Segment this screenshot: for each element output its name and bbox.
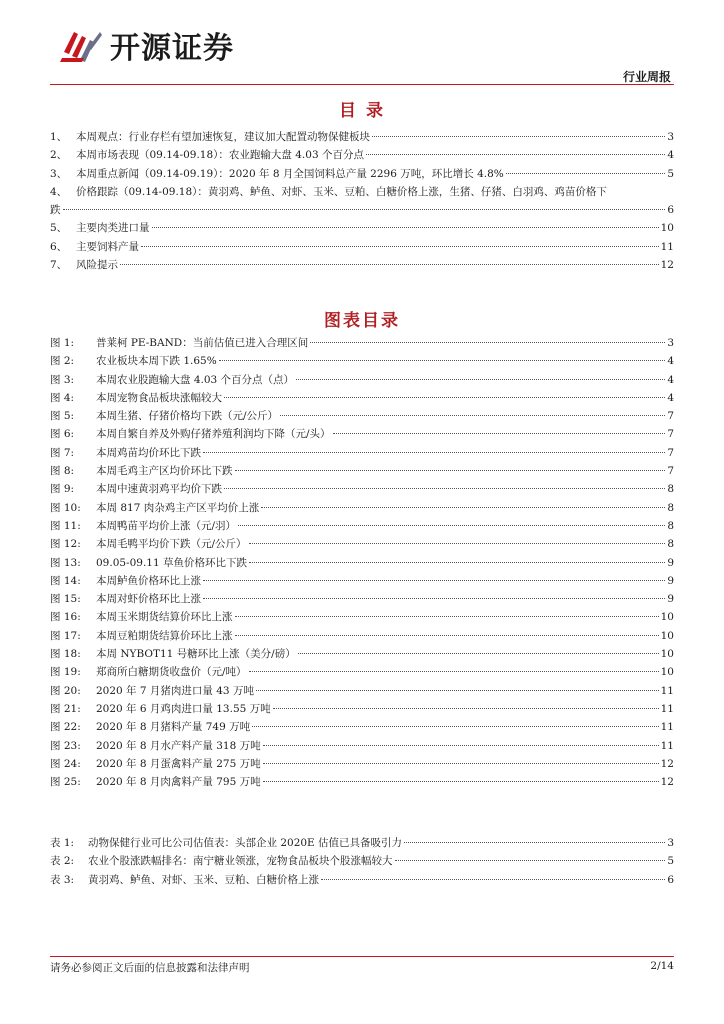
dot-leader	[263, 745, 659, 746]
figure-entry[interactable]	[50, 700, 674, 718]
figure-entry[interactable]	[50, 535, 674, 553]
page-indicator: 2/14	[650, 960, 674, 972]
table-entry[interactable]	[50, 834, 674, 852]
dot-leader	[256, 690, 659, 691]
contents-label: 本周观点：行业存栏有望加速恢复，建议加大配置动物保健板块	[76, 131, 370, 143]
dot-leader	[261, 507, 665, 508]
figure-entry[interactable]	[50, 407, 674, 425]
figure-page-number: 10	[660, 666, 674, 679]
contents-page-number: 4	[667, 149, 674, 162]
contents-entry[interactable]	[50, 238, 674, 256]
figure-label: 普莱柯 PE-BAND：当前估值已进入合理区间	[96, 337, 309, 349]
figure-number: 图 18:	[50, 648, 81, 661]
figure-entry[interactable]	[50, 755, 674, 773]
figure-entry[interactable]	[50, 627, 674, 645]
figure-number: 图 10:	[50, 501, 81, 514]
figure-page-number: 4	[667, 373, 674, 386]
contents-entry[interactable]	[50, 128, 674, 146]
figure-number: 图 17:	[50, 629, 81, 642]
figure-label: 本周豆粕期货结算价环比上涨	[96, 629, 233, 642]
figure-entry[interactable]	[50, 499, 674, 517]
figure-label: 2020 年 8 月水产料产量 318 万吨	[96, 739, 261, 752]
figure-page-number: 8	[667, 519, 674, 532]
report-type-label: 行业周报	[622, 70, 671, 84]
contents-label: 本周重点新闻（09.14-09.19）：2020 年 8 月全国饲料总产量 2296 万吨，环比增长 4.8%	[76, 167, 504, 180]
kaiyuan-logo-icon	[58, 22, 104, 68]
figure-entry[interactable]	[50, 608, 674, 626]
dot-leader	[263, 781, 659, 782]
contents-page-number: 12	[660, 259, 674, 272]
dot-leader	[203, 598, 665, 599]
figure-page-number: 7	[667, 428, 674, 441]
contents-entry[interactable]	[50, 256, 674, 274]
figure-page-number: 11	[660, 684, 674, 697]
figure-entry[interactable]	[50, 682, 674, 700]
brand-name: 开源证券	[110, 31, 234, 66]
figure-number: 图 23:	[50, 739, 81, 752]
dot-leader	[224, 488, 665, 489]
figure-number: 图 3:	[50, 373, 75, 386]
dot-leader	[141, 246, 659, 247]
dot-leader	[238, 525, 665, 526]
dot-leader	[404, 842, 665, 843]
header-divider	[50, 84, 674, 85]
dot-leader	[366, 154, 665, 155]
figure-number: 图 6:	[50, 428, 75, 441]
table-label: 农业个股涨跌幅排名：南宁糖业领涨，宠物食品板块个股涨幅较大	[88, 855, 393, 868]
figure-number: 图 14:	[50, 574, 81, 587]
figure-page-number: 9	[667, 593, 674, 606]
table-label: 黄羽鸡、鲈鱼、对虾、玉米、豆粕、白糖价格上涨	[88, 873, 319, 886]
figure-label: 本周自繁自养及外购仔猪养殖利润均下降（元/头）	[96, 428, 331, 441]
dot-leader	[298, 653, 659, 654]
figure-entry[interactable]	[50, 480, 674, 498]
contents-number: 3、	[50, 167, 68, 180]
dot-leader	[372, 136, 665, 137]
contents-label: 主要肉类进口量	[76, 222, 150, 235]
table-page-number: 6	[667, 873, 674, 886]
figure-number: 图 22:	[50, 721, 81, 734]
figure-label: 本周鸡苗均价环比下跌	[96, 446, 201, 459]
dot-leader	[252, 726, 658, 727]
table-page-number: 3	[667, 837, 674, 849]
figure-label: 本周对虾价格环比上涨	[96, 593, 201, 606]
figure-page-number: 8	[667, 483, 674, 496]
figure-page-number: 10	[660, 648, 674, 661]
figure-entry[interactable]	[50, 517, 674, 535]
figure-number: 图 21:	[50, 702, 81, 715]
figure-entry[interactable]	[50, 444, 674, 462]
figure-page-number: 11	[660, 721, 674, 734]
dot-leader	[224, 397, 665, 398]
figure-number: 图 8:	[50, 465, 75, 478]
contents-number: 7、	[50, 259, 68, 272]
figure-label: 本周 NYBOT11 号糖环比上涨（美分/磅）	[96, 648, 296, 661]
dot-leader	[263, 763, 659, 764]
contents-entry[interactable]	[50, 165, 674, 183]
dot-leader	[152, 227, 659, 228]
figure-label: 农业板块本周下跌 1.65%	[96, 355, 217, 368]
figure-label: 郑商所白糖期货收盘价（元/吨）	[96, 666, 247, 679]
figure-entry[interactable]	[50, 590, 674, 608]
figures-list	[50, 334, 674, 791]
figure-page-number: 8	[667, 538, 674, 551]
figure-label: 09.05-09.11 草鱼价格环比下跌	[96, 556, 248, 569]
contents-number: 1、	[50, 131, 68, 143]
contents-number: 5、	[50, 222, 68, 235]
dot-leader	[280, 415, 665, 416]
figure-label: 本周 817 肉杂鸡主产区平均价上涨	[96, 501, 260, 514]
figure-number: 图 9:	[50, 483, 75, 496]
contents-page-number: 11	[660, 240, 674, 253]
figure-label: 本周中速黄羽鸡平均价下跌	[96, 483, 222, 496]
figure-number: 图 12:	[50, 538, 81, 551]
dot-leader	[273, 708, 659, 709]
figure-entry[interactable]	[50, 554, 674, 572]
contents-entry[interactable]	[50, 219, 674, 237]
table-label: 动物保健行业可比公司估值表：头部企业 2020E 估值已具备吸引力	[88, 837, 403, 849]
contents-page-number: 6	[667, 204, 674, 217]
contents-page-number: 10	[660, 222, 674, 235]
figure-entry[interactable]	[50, 645, 674, 663]
figure-entry[interactable]	[50, 334, 674, 352]
contents-page-number: 5	[667, 167, 674, 180]
figure-page-number: 4	[667, 355, 674, 368]
figure-entry[interactable]	[50, 389, 674, 407]
dot-leader	[506, 173, 666, 174]
figure-page-number: 3	[667, 337, 674, 349]
tables-list	[50, 834, 674, 889]
contents-number: 2、	[50, 149, 68, 162]
figure-entry[interactable]	[50, 371, 674, 389]
figure-label: 2020 年 8 月肉禽料产量 795 万吨	[96, 776, 261, 789]
figure-number: 图 13:	[50, 556, 81, 569]
dot-leader	[63, 209, 666, 210]
figure-number: 图 19:	[50, 666, 81, 679]
table-entry[interactable]	[50, 852, 674, 870]
figure-entry[interactable]	[50, 352, 674, 370]
figure-number: 图 16:	[50, 611, 81, 624]
figure-label: 2020 年 7 月猪肉进口量 43 万吨	[96, 684, 254, 697]
figure-label: 本周鲈鱼价格环比上涨	[96, 574, 201, 587]
figure-entry[interactable]	[50, 718, 674, 736]
contents-number: 4、	[50, 185, 68, 198]
dot-leader	[219, 360, 666, 361]
contents-page-number: 3	[667, 131, 674, 143]
figure-page-number: 9	[667, 574, 674, 587]
figure-page-number: 11	[660, 702, 674, 715]
figure-label: 本周农业股跑输大盘 4.03 个百分点（点）	[96, 373, 295, 386]
footer-divider	[50, 956, 674, 957]
figure-entry[interactable]	[50, 663, 674, 681]
figure-number: 图 7:	[50, 446, 75, 459]
figure-page-number: 12	[660, 776, 674, 789]
contents-label: 本周市场表现（09.14-09.18）：农业跑输大盘 4.03 个百分点	[76, 149, 364, 162]
figure-entry[interactable]	[50, 462, 674, 480]
figure-page-number: 7	[667, 465, 674, 478]
table-number: 表 1:	[50, 837, 75, 849]
figure-number: 图 20:	[50, 684, 81, 697]
dot-leader	[249, 543, 666, 544]
dot-leader	[249, 562, 665, 563]
table-number: 表 2:	[50, 855, 75, 868]
table-number: 表 3:	[50, 873, 75, 886]
table-entry[interactable]	[50, 871, 674, 889]
figure-page-number: 9	[667, 556, 674, 569]
figure-entry[interactable]	[50, 572, 674, 590]
contents-label: 风险提示	[76, 259, 118, 272]
figure-entry[interactable]	[50, 773, 674, 791]
table-page-number: 5	[667, 855, 674, 868]
contents-list	[50, 128, 674, 274]
figure-page-number: 10	[660, 629, 674, 642]
dot-leader	[310, 342, 665, 343]
figure-number: 图 11:	[50, 519, 81, 532]
figure-label: 本周宠物食品板块涨幅较大	[96, 391, 222, 404]
dot-leader	[235, 635, 659, 636]
dot-leader	[235, 470, 666, 471]
figure-page-number: 7	[667, 446, 674, 459]
figure-page-number: 7	[667, 410, 674, 423]
dot-leader	[203, 580, 665, 581]
footer-disclaimer: 请务必参阅正文后面的信息披露和法律声明	[50, 962, 250, 974]
dot-leader	[235, 616, 659, 617]
contents-label: 主要饲料产量	[76, 240, 139, 253]
dot-leader	[395, 860, 666, 861]
figure-number: 图 2:	[50, 355, 75, 368]
figure-label: 本周毛鸭平均价下跌（元/公斤）	[96, 538, 247, 551]
figure-number: 图 24:	[50, 757, 81, 770]
dot-leader	[203, 452, 665, 453]
contents-entry[interactable]	[50, 146, 674, 164]
dot-leader	[333, 433, 666, 434]
contents-label: 价格跟踪（09.14-09.18）：黄羽鸡、鲈鱼、对虾、玉米、豆粕、白糖价格上涨，生猪、仔猪、白羽鸡、鸡苗价格下	[76, 185, 607, 198]
contents-label-continued: 跌	[50, 204, 61, 217]
figure-label: 2020 年 8 月蛋禽料产量 275 万吨	[96, 757, 261, 770]
dot-leader	[249, 671, 659, 672]
figure-page-number: 11	[660, 739, 674, 752]
contents-entry[interactable]	[50, 183, 674, 220]
figure-label: 2020 年 8 月猪料产量 749 万吨	[96, 721, 251, 734]
figures-title: 图表目录	[324, 311, 400, 331]
figure-label: 本周毛鸡主产区均价环比下跌	[96, 465, 233, 478]
figure-number: 图 25:	[50, 776, 81, 789]
figure-page-number: 8	[667, 501, 674, 514]
page-header	[0, 0, 724, 90]
figure-number: 图 15:	[50, 593, 81, 606]
figure-label: 本周玉米期货结算价环比上涨	[96, 611, 233, 624]
contents-title: 目 录	[339, 101, 385, 121]
figure-number: 图 5:	[50, 410, 75, 423]
figure-label: 本周鸭苗平均价上涨（元/羽）	[96, 519, 237, 532]
figure-number: 图 1:	[50, 337, 75, 349]
figure-entry[interactable]	[50, 737, 674, 755]
dot-leader	[120, 264, 659, 265]
figure-page-number: 10	[660, 611, 674, 624]
brand-logo	[58, 22, 278, 68]
contents-number: 6、	[50, 240, 68, 253]
dot-leader	[321, 879, 665, 880]
dot-leader	[296, 379, 665, 380]
figure-number: 图 4:	[50, 391, 75, 404]
figure-page-number: 4	[667, 391, 674, 404]
figure-entry[interactable]	[50, 425, 674, 443]
figure-label: 本周生猪、仔猪价格均下跌（元/公斤）	[96, 410, 279, 423]
figure-label: 2020 年 6 月鸡肉进口量 13.55 万吨	[96, 702, 271, 715]
figure-page-number: 12	[660, 757, 674, 770]
